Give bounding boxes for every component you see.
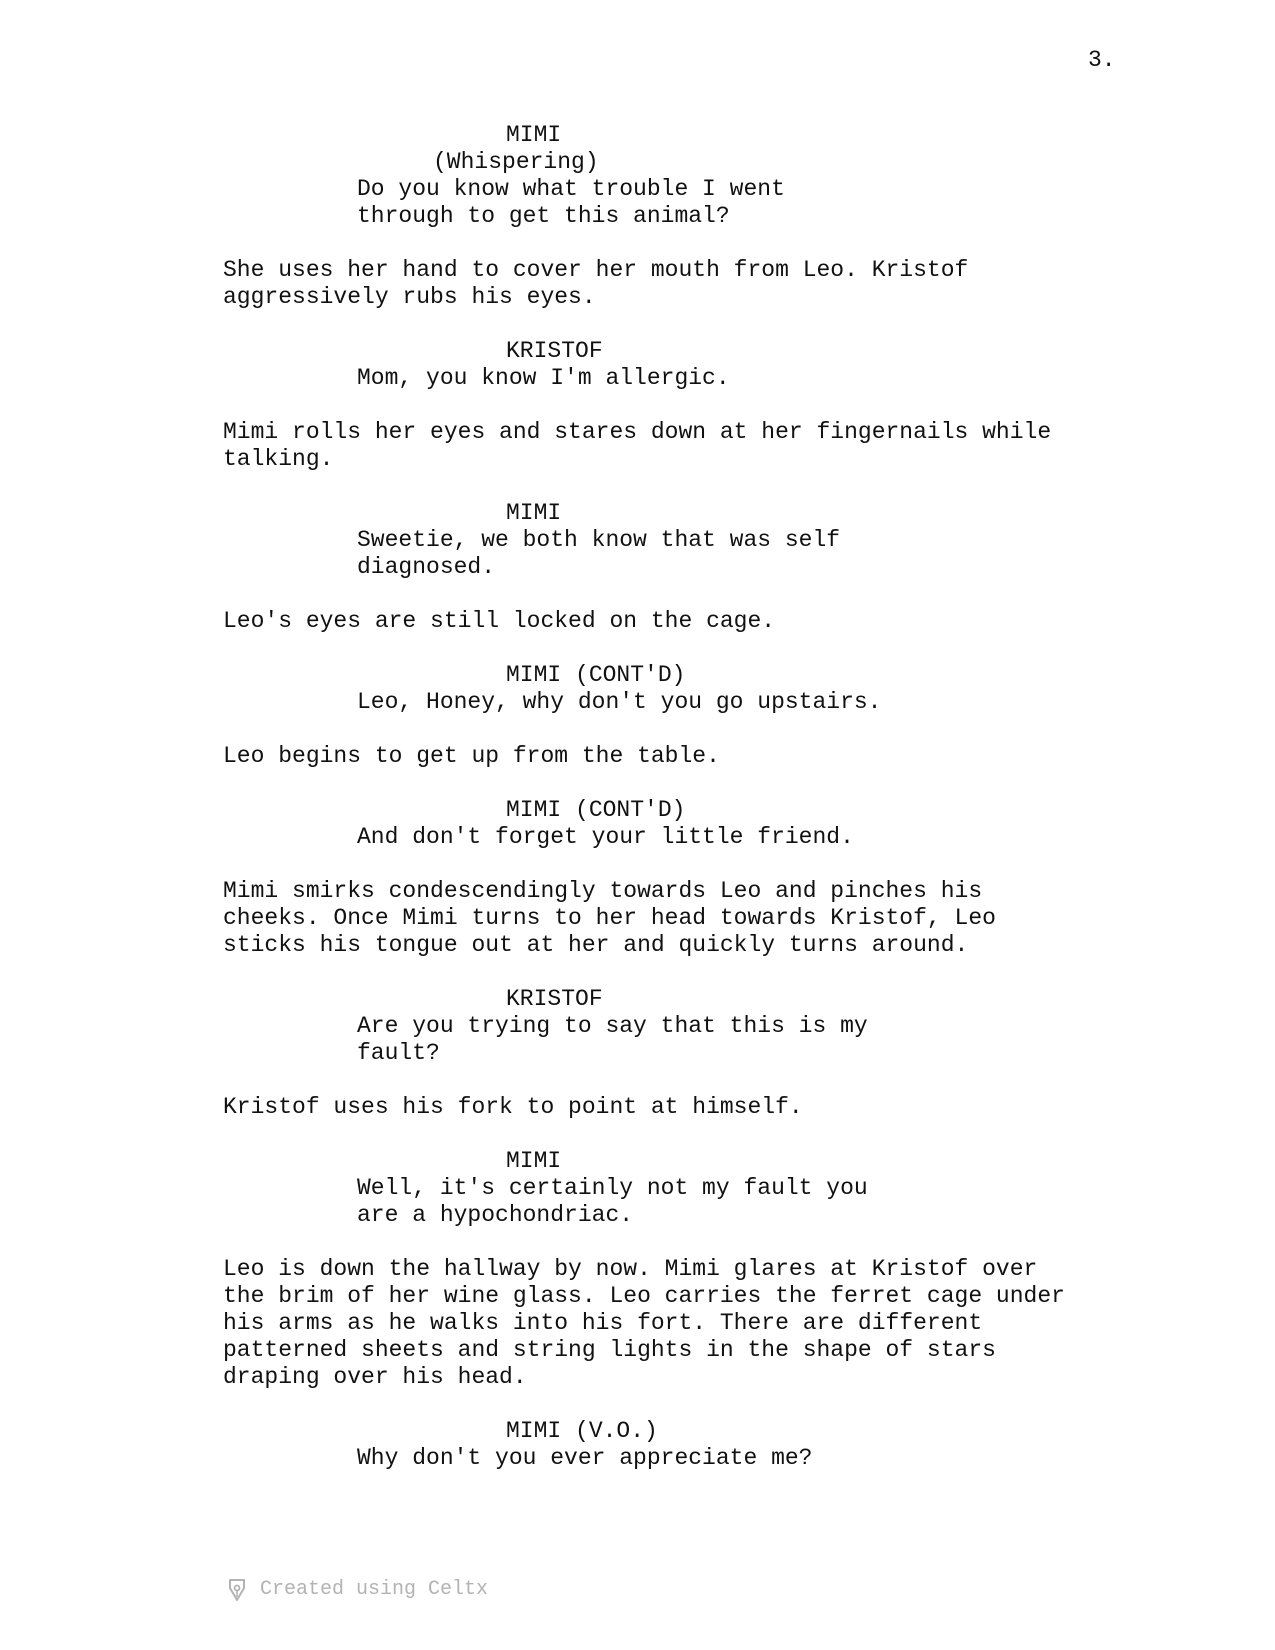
dialogue-line: Sweetie, we both know that was self: [357, 527, 841, 553]
character-name: MIMI: [506, 122, 562, 148]
pen-nib-icon: [226, 1577, 248, 1603]
action-line: cheeks. Once Mimi turns to her head towards Kristof, Leo: [223, 905, 996, 931]
screenplay-body: [0, 122, 1275, 1472]
action-line: sticks his tongue out at her and quickly turns around.: [223, 932, 969, 958]
action-line: Kristof uses his fork to point at himself.: [223, 1094, 803, 1120]
action-line: the brim of her wine glass. Leo carries the ferret cage under: [223, 1283, 1065, 1309]
footer-text: Created using Celtx: [260, 1578, 489, 1601]
action-line: aggressively rubs his eyes.: [223, 284, 596, 310]
character-name: MIMI: [506, 1148, 562, 1174]
action-line: talking.: [223, 446, 334, 472]
dialogue-line: are a hypochondriac.: [357, 1202, 634, 1228]
dialogue-line: diagnosed.: [357, 554, 496, 580]
character-name: MIMI (CONT'D): [506, 662, 686, 688]
dialogue-line: fault?: [357, 1040, 440, 1066]
dialogue-line: Leo, Honey, why don't you go upstairs.: [357, 689, 882, 715]
character-name: MIMI (CONT'D): [506, 797, 686, 823]
action-line: Mimi rolls her eyes and stares down at her fingernails while: [223, 419, 1052, 445]
dialogue-line: And don't forget your little friend.: [357, 824, 854, 850]
character-name: KRISTOF: [506, 338, 603, 364]
action-line: his arms as he walks into his fort. There are different: [223, 1310, 983, 1336]
action-line: draping over his head.: [223, 1364, 527, 1390]
dialogue-line: Do you know what trouble I went: [357, 176, 785, 202]
action-line: patterned sheets and string lights in the shape of stars: [223, 1337, 996, 1363]
character-name: MIMI (V.O.): [506, 1418, 658, 1444]
parenthetical: (Whispering): [433, 149, 599, 175]
character-name: MIMI: [506, 500, 562, 526]
dialogue-line: Mom, you know I'm allergic.: [357, 365, 730, 391]
action-line: Leo's eyes are still locked on the cage.: [223, 608, 776, 634]
action-line: Leo begins to get up from the table.: [223, 743, 720, 769]
dialogue-line: through to get this animal?: [357, 203, 730, 229]
character-name: KRISTOF: [506, 986, 603, 1012]
action-line: She uses her hand to cover her mouth from Leo. Kristof: [223, 257, 969, 283]
celtx-footer: [226, 1577, 488, 1603]
page-number: 3.: [1088, 47, 1116, 73]
dialogue-line: Well, it's certainly not my fault you: [357, 1175, 868, 1201]
dialogue-line: Are you trying to say that this is my: [357, 1013, 868, 1039]
action-line: Leo is down the hallway by now. Mimi glares at Kristof over: [223, 1256, 1038, 1282]
dialogue-line: Why don't you ever appreciate me?: [357, 1445, 813, 1471]
action-line: Mimi smirks condescendingly towards Leo and pinches his: [223, 878, 983, 904]
